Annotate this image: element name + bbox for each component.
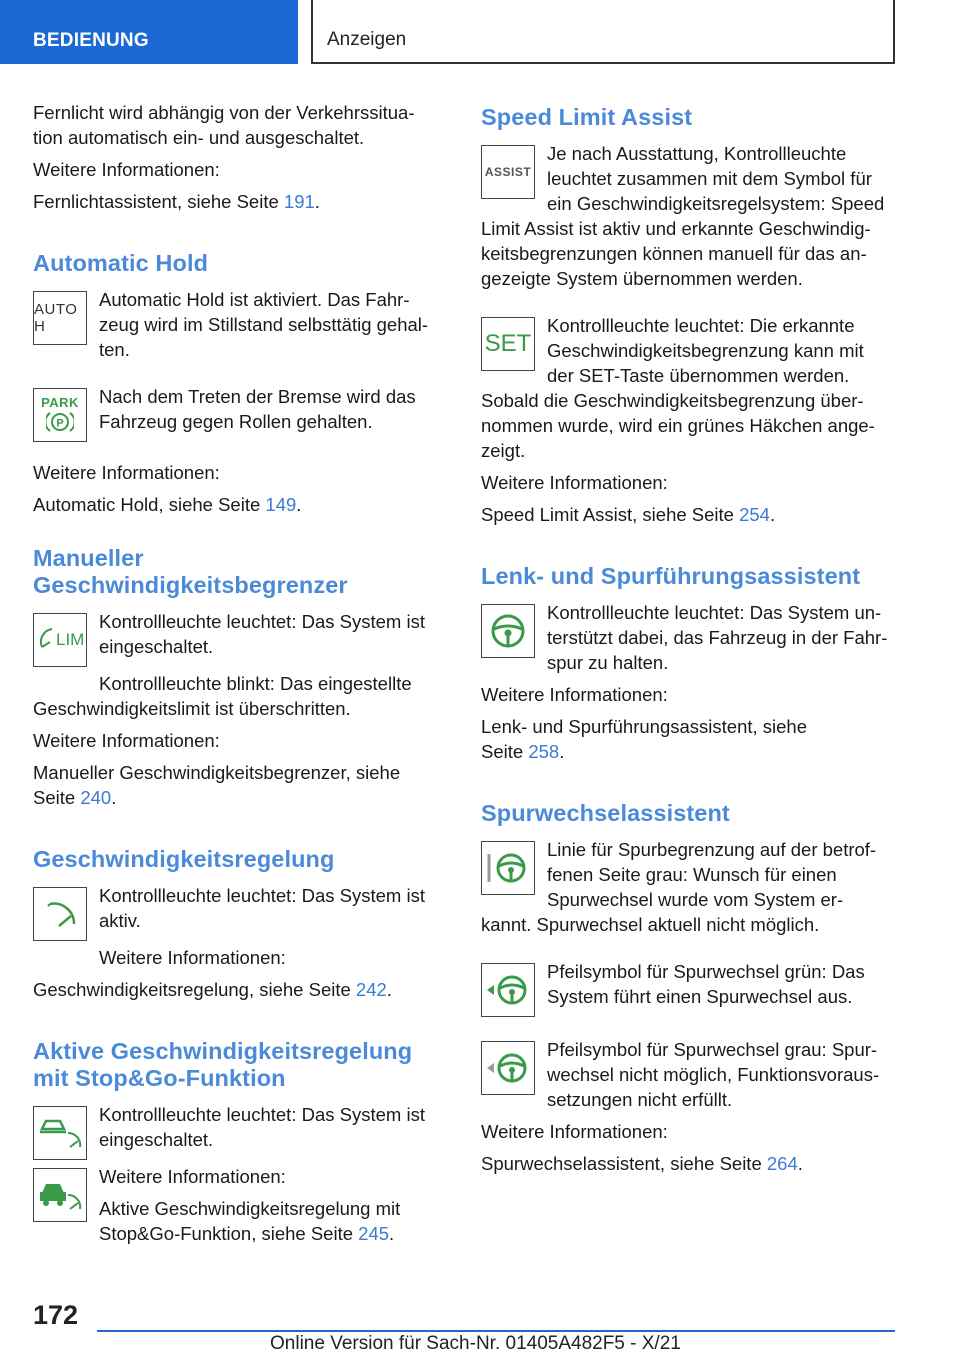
park-text: Nach dem Treten der Bremse wird das Fahrzeug gegen Rollen gehalten. xyxy=(99,386,416,432)
steer-text-2: terstützt dabei, das Fahrzeug in der Fahr- xyxy=(547,627,888,648)
heading-automatic-hold: Automatic Hold xyxy=(33,250,209,276)
limiter-blink-2: Geschwindigkeitslimit ist überschritten. xyxy=(33,698,351,719)
heading-acc-2: mit Stop&Go-Funktion xyxy=(33,1065,286,1091)
acc-car-icon xyxy=(33,1106,87,1160)
sla-text-b5: nommen wurde, wird ein grünes Häkchen ange- xyxy=(481,415,875,436)
acc-icon-row-2 xyxy=(33,1164,441,1246)
sla-text-a6: gezeigte System übernommen werden. xyxy=(481,268,803,289)
limiter-icon: LIM xyxy=(33,613,87,667)
heading-cruise: Geschwindigkeitsregelung xyxy=(33,846,335,872)
sla-text-b4: Sobald die Geschwindigkeitsbegrenzung über- xyxy=(481,390,864,411)
section-tab: BEDIENUNG xyxy=(0,0,298,64)
park-icon-row xyxy=(33,384,441,440)
steer-ref-2: Seite 258. xyxy=(481,741,565,762)
sla-ref: Speed Limit Assist, siehe Seite 254. xyxy=(481,504,776,525)
intro-line-1: Fernlicht wird abhängig von der Verkehrssitua- xyxy=(33,102,415,123)
intro-ref: Fernlichtassistent, siehe Seite 191. xyxy=(33,191,320,212)
footer-text: Online Version für Sach-Nr. 01405A482F5 - X/21 xyxy=(270,1333,681,1354)
lane-more: Weitere Informationen: xyxy=(481,1121,668,1142)
cruise-control-icon xyxy=(33,887,87,941)
page-link[interactable]: 264 xyxy=(766,1153,798,1174)
cruise-more: Weitere Informationen: xyxy=(99,947,286,968)
footer-divider xyxy=(97,1330,895,1332)
sla-more: Weitere Informationen: xyxy=(481,472,668,493)
svg-text:P: P xyxy=(56,417,64,430)
lane-ref: Spurwechselassistent, siehe Seite 264. xyxy=(481,1153,803,1174)
lane-t2: Pfeilsymbol für Spurwechsel grün: Das System führt einen Spurwechsel aus. xyxy=(547,961,865,1007)
sla-text-a1: Je nach Ausstattung, Kontrollleuchte xyxy=(547,143,847,164)
limiter-more: Weitere Informationen: xyxy=(33,730,220,751)
acc-icon-row-1 xyxy=(33,1102,441,1158)
page-link[interactable]: 191 xyxy=(283,191,315,212)
cruise-icon-row xyxy=(33,883,441,939)
page-link[interactable]: 245 xyxy=(358,1223,390,1244)
limiter-blink-1: Kontrollleuchte blinkt: Das eingestellte xyxy=(99,673,412,694)
lane-icon-row-2 xyxy=(481,959,895,1015)
lane-t1-1: Linie für Spurbegrenzung auf der betrof- xyxy=(547,839,877,860)
intro-more: Weitere Informationen: xyxy=(33,159,220,180)
lane-t1-2: fenen Seite grau: Wunsch für einen xyxy=(547,864,837,885)
heading-limiter-1: Manueller xyxy=(33,545,144,571)
acc-car-filled-icon xyxy=(33,1168,87,1222)
autohold-text: Automatic Hold ist aktiviert. Das Fahr-zeug wird im Stillstand selbsttätig gehal-ten. xyxy=(99,289,429,360)
lane-change-green-arrow-icon xyxy=(481,963,535,1017)
steer-more: Weitere Informationen: xyxy=(481,684,668,705)
limiter-text: Kontrollleuchte leuchtet: Das System ist eingeschaltet. xyxy=(99,611,425,657)
sla-text-b3: der SET-Taste übernommen werden. xyxy=(547,365,850,386)
sla-text-a4: Limit Assist ist aktiv und erkannte Geschwindig- xyxy=(481,218,871,239)
sla-text-a3: ein Geschwindigkeitsregelsystem: Speed xyxy=(547,193,885,214)
lane-t3: Pfeilsymbol für Spurwechsel grau: Spur-wechsel nicht möglich, Funktionsvoraus-setzungen nicht erfüllt. xyxy=(547,1039,880,1110)
set-icon: SET xyxy=(481,317,535,371)
lane-icon-row-1 xyxy=(481,837,895,912)
left-column xyxy=(33,100,441,1246)
sla-icon-row xyxy=(481,141,895,216)
autohold-icon-row xyxy=(33,287,441,362)
sla-text-b2: Geschwindigkeitsbegrenzung kann mit xyxy=(547,340,864,361)
autohold-more: Weitere Informationen: xyxy=(33,462,220,483)
steering-wheel-icon xyxy=(481,604,535,658)
acc-ref: Aktive Geschwindigkeitsregelung mit Stop&Go-Funktion, siehe Seite 245. xyxy=(99,1198,401,1244)
steer-text-1: Kontrollleuchte leuchtet: Das System un- xyxy=(547,602,882,623)
auto-h-icon: AUTO H xyxy=(33,291,87,345)
steer-ref: Lenk- und Spurführungsassistent, siehe xyxy=(481,716,808,737)
page-link[interactable]: 258 xyxy=(528,741,560,762)
acc-more: Weitere Informationen: xyxy=(99,1166,286,1187)
lane-boundary-icon xyxy=(481,841,535,895)
heading-limiter-2: Geschwindigkeitsbegrenzer xyxy=(33,572,348,598)
set-icon-row xyxy=(481,313,895,388)
page-link[interactable]: 149 xyxy=(265,494,297,515)
assist-icon: ASSIST xyxy=(481,145,535,199)
lane-t1-4: kannt. Spurwechsel aktuell nicht möglich. xyxy=(481,914,820,935)
page-number: 172 xyxy=(33,1300,79,1330)
subsection-title: Anzeigen xyxy=(311,0,895,64)
heading-lane-change: Spurwechselassistent xyxy=(481,800,730,826)
cruise-ref: Geschwindigkeitsregelung, siehe Seite 242. xyxy=(33,979,392,1000)
sla-text-a2: leuchtet zusammen mit dem Symbol für xyxy=(547,168,872,189)
lane-change-grey-arrow-icon xyxy=(481,1041,535,1095)
limiter-ref-2: Seite 240. xyxy=(33,787,117,808)
heading-acc-1: Aktive Geschwindigkeitsregelung xyxy=(33,1038,413,1064)
sla-text-a5: keitsbegrenzungen können manuell für das an- xyxy=(481,243,867,264)
page-link[interactable]: 240 xyxy=(80,787,112,808)
sla-text-b1: Kontrollleuchte leuchtet: Die erkannte xyxy=(547,315,855,336)
heading-steering-assist: Lenk- und Spurführungsassistent xyxy=(481,563,861,589)
sla-text-b6: zeigt. xyxy=(481,440,526,461)
steer-icon-row xyxy=(481,600,895,675)
park-brake-icon: PARK P xyxy=(33,388,87,442)
right-column xyxy=(481,100,895,1176)
lane-t1-3: Spurwechsel wurde vom System er- xyxy=(547,889,844,910)
acc-text: Kontrollleuchte leuchtet: Das System ist eingeschaltet. xyxy=(99,1104,425,1150)
lane-icon-row-3 xyxy=(481,1037,895,1112)
limiter-icon-row xyxy=(33,609,441,665)
cruise-text: Kontrollleuchte leuchtet: Das System ist aktiv. xyxy=(99,885,425,931)
intro-line-2: tion automatisch ein- und ausgeschaltet. xyxy=(33,127,365,148)
limiter-ref: Manueller Geschwindigkeitsbegrenzer, siehe xyxy=(33,762,401,783)
autohold-ref: Automatic Hold, siehe Seite 149. xyxy=(33,494,302,515)
steer-text-3: spur zu halten. xyxy=(547,652,669,673)
heading-speed-limit-assist: Speed Limit Assist xyxy=(481,104,693,130)
page-link[interactable]: 254 xyxy=(739,504,770,525)
page-link[interactable]: 242 xyxy=(355,979,387,1000)
